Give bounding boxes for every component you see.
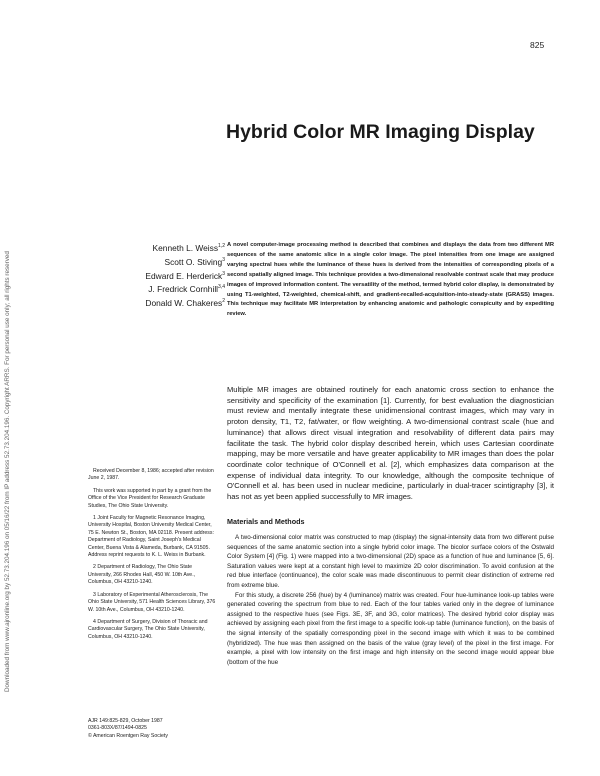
author-name: Scott O. Stiving$^3$: [164, 256, 225, 267]
journal-citation: [88, 718, 216, 740]
methods-paragraph: For this study, a discrete 256 (hue) by 4 (luminance) matrix was created. Four hue-luminance look-up tables were generated covering the spectrum from blue to red. Each of the four tables varied only in the degree of luminance assigned to the respective hues (see Figs. 3E, 3F, and 3G, color matrices). The desired hybrid color display was achieved by assigning each pixel from the first image to a specific look-up table (luminance function), on the basis of the signal intensity of the spatially corresponding pixel in the second image with which it was to be combined (hybridized). The hue was then assigned on the basis of the value (gray level) of the pixel in the first image. For example, a pixel with low intensity on the first image and high intensity on the second image would appear blue (bottom of the hue: [227, 591, 554, 666]
abstract: A novel computer-image processing method is described that combines and displays the data from two different MR sequences of the same anatomic slice in a single color image. The pixel intensities from one image are assigned varying spectral hues while the luminance of these hues is derived from the intensities of corresponding pixels of a second spatially aligned image. This technique provides a two-dimensional resolvable contrast scale that may produce images of improved information content. The versatility of the method, termed hybrid color display, is demonstrated by using T1-weighted, T2-weighted, chemical-shift, and gradient-recalled-acquisition-into-steady-state (GRASS) images. This technique may facilitate MR interpretation by enhancing anatomic and pathologic conspicuity and by expediting review.: [227, 242, 554, 318]
footnotes: [88, 468, 216, 646]
author-name: Donald W. Chakeres$^2$: [145, 297, 225, 308]
footnote: 4 Department of Surgery, Division of Thoracic and Cardiovascular Surgery, The Ohio State University, Columbus, OH 43210-1240.: [88, 618, 208, 640]
footnote: Received December 8, 1986; accepted after revision June 2, 1987.: [88, 468, 214, 482]
author-name: J. Fredrick Cornhill$^{3,4}$: [148, 284, 225, 295]
article-title: Hybrid Color MR Imaging Display: [226, 121, 535, 143]
methods-paragraph: A two-dimensional color matrix was constructed to map (display) the signal-intensity data from two different pulse sequences of the same anatomic section into a single hybrid color image. The bicolor surface colors of the Ostwald Color System [4] (Fig. 1) were mapped into a two-dimensional (2D) space as a function of hue and luminance [5, 6]. Saturation values were kept at a constant high level to maximize 2D color discrimination. To avoid confusion at the red blue interface (continuance), the color scale was made discontinuous to permit clear distinction of extreme red from extreme blue.: [227, 534, 554, 589]
citation-line: 0361-803X/87/1494-0825: [88, 725, 147, 732]
author-list: [110, 240, 225, 309]
citation-line: © American Roentgen Ray Society: [88, 732, 168, 739]
page-number: 825: [530, 40, 545, 50]
introduction-text: Multiple MR images are obtained routinely for each anatomic cross section to enhance the sensitivity and specificity of the examination [1]. Currently, for best evaluation the diagnostician must review and mentally integrate these unidimensional contrast images, which may vary in proton density, T1, T2, fat/water, or flow weighting. A two-dimensional contrast scale (hue and luminance) that allows direct visual integration and resolvability of different data pairs may facilitate the task. The hybrid color display described herein, which uses Cartesian coordinate mapping, may be more versatile and have greater applicability to MR images than does the polar coordinate color technique of O'Connell et al. [2], which emphasizes data comparison at the expense of individual data integrity. To our knowledge, although the composite technique of O'Connell et al. has been used in nuclear medicine, particularly in dual-tracer scintigraphy [3], it has not as yet been applied successfully to MR images.: [227, 385, 554, 502]
footnote: 1 Joint Faculty for Magnetic Resonance Imaging, University Hospital, Boston University Medical Center, 75 E. Newton St., Boston, MA 02118. Present address: Department of Radiology, Saint Joseph's Medical Center, Buena Vista & Alameda, Burbank, CA 91505. Address reprint requests to K. L. Weiss in Burbank.: [88, 515, 214, 559]
author-name: Kenneth L. Weiss$^{1,2}$: [152, 242, 225, 253]
footnote: This work was supported in part by a grant from the Office of the Vice President for Research Graduate Studies, The Ohio State University.: [88, 487, 212, 509]
footnote: 3 Laboratory of Experimental Atherosclerosis, The Ohio State University, 571 Health Sciences Library, 376 W. 10th Ave., Columbus, OH 43210-1240.: [88, 591, 216, 613]
methods-text: [227, 533, 554, 667]
author-name: Edward E. Herderick$^3$: [145, 270, 225, 281]
citation-line: AJR 149:825-829, October 1987: [88, 718, 163, 724]
section-heading-methods: Materials and Methods: [227, 517, 305, 526]
footnote: 2 Department of Radiology, The Ohio State University, 266 Rhodes Hall, 450 W. 10th Ave., Columbus, OH 43210-1240.: [88, 564, 196, 586]
download-watermark: Downloaded from www.ajronline.org by 52.73.204.196 on 05/16/22 from IP address 52.73.204.196. Copyright ARRS. For personal use only; all rights reserved: [4, 251, 11, 692]
